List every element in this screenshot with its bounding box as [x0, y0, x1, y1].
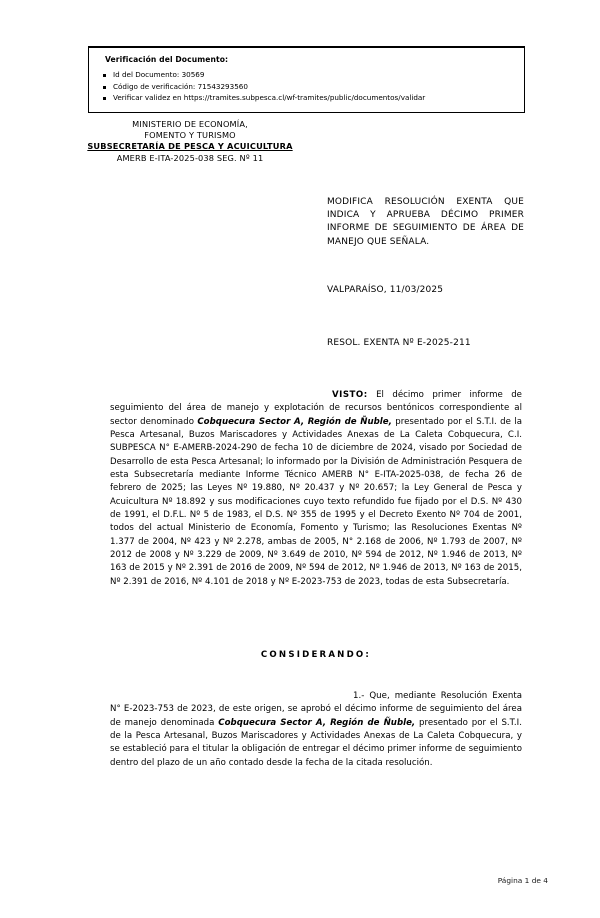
letterhead-subsecretaria: SUBSECRETARÍA DE PESCA Y ACUICULTURA	[87, 141, 293, 152]
visto-emphasis-sector: Cobquecura Sector A, Región de Ñuble,	[197, 416, 392, 427]
verification-list	[101, 70, 524, 104]
letterhead-ministry-2: FOMENTO Y TURISMO	[144, 130, 236, 141]
visto-text-2: presentado por el S.T.I. de la Pesca Artesanal, Buzos Mariscadores y Actividades Anexas de La Caleta Cobquecura, C.I. SUBPESCA N° E-AMERB-2024-290 de fecha 10 de diciembre de 2024, visado por Sociedad de Desarrollo de esta Pesca Artesanal; lo informado por la División de Administración Pesquera de esta Subsecretaría mediante Informe Técnico AMERB N° E-ITA-2025-038, de fecha 26 de febrero de 2025; las Leyes Nº 19.880, Nº 20.437 y Nº 20.657; la Ley General de Pesca y Acuicultura Nº 18.892 y sus modificaciones cuyo texto refundido fue fijado por el D.S. Nº 430 de 1991, el D.F.L. Nº 5 de 1983, el D.S. Nº 355 de 1995 y el Decreto Exento Nº 704 de 2001, todos del actual Ministerio de Economía, Fomento y Turismo; las Resoluciones Exentas Nº 1.377 de 2004, Nº 423 y Nº 2.278, ambas de 2005, N° 2.168 de 2006, Nº 1.793 de 2007, Nº 2012 de 2008 y Nº 3.229 de 2009, Nº 3.649 de 2010, Nº 594 de 2012, Nº 1.946 de 2013, Nº 163 de 2015 y Nº 2.391 de 2016 de 2009, Nº 594 de 2012, Nº 1.946 de 2013, Nº 163 de 2015, Nº 2.391 de 2016, Nº 4.101 de 2018 y Nº E-2023-753 de 2023, todas de esta Subsecretaría.	[110, 416, 522, 587]
subject-title: MODIFICA RESOLUCIÓN EXENTA QUE INDICA Y APRUEBA DÉCIMO PRIMER INFORME DE SEGUIMIENTO DE ÁREA DE MANEJO QUE SEÑALA.	[327, 197, 524, 247]
letterhead-ministry: MINISTERIO DE ECONOMÍA,	[132, 119, 248, 129]
city-date: VALPARAÍSO, 11/03/2025	[327, 285, 444, 295]
visto-lead-in: VISTO:	[332, 390, 368, 400]
verification-document-id: Id del Documento: 30569	[101, 70, 524, 81]
considerando-emphasis-sector: Cobquecura Sector A, Región de Ñuble,	[218, 717, 416, 728]
verification-title: Verificación del Documento:	[105, 55, 229, 64]
verification-code: Código de verificación: 71543293560	[101, 82, 524, 93]
verification-url: Verificar validez en https://tramites.subpesca.cl/wf-tramites/public/documentos/validar	[101, 93, 524, 104]
considerando-heading: CONSIDERANDO:	[260, 650, 372, 660]
visto-text-1: El décimo primer informe de seguimiento del área de manejo y explotación de recursos bentónicos correspondiente al sector denominado	[110, 390, 522, 427]
page-number: Página 1 de 4	[497, 876, 548, 885]
visto-paragraph	[110, 389, 522, 589]
considerando-text-1: 1.- Que, mediante Resolución Exenta N° E-2023-753 de 2023, de este origen, se aprobó el décimo informe de seguimiento del área de manejo denominada	[110, 691, 522, 728]
letterhead-file-code: AMERB E-ITA-2025-038 SEG. Nº 11	[116, 152, 264, 163]
letterhead	[40, 119, 340, 164]
considerando-item-1	[110, 690, 522, 770]
verification-box	[88, 46, 525, 113]
resolution-number: RESOL. EXENTA Nº E-2025-211	[327, 338, 471, 348]
considerando-text-2: presentado por el S.T.I. de la Pesca Artesanal, Buzos Mariscadores y Actividades Anexas de La Caleta Cobquecura, y se estableció para el titular la obligación de entregar el décimo primer informe de seguimiento dentro del plazo de un año contado desde la fecha de la citada resolución.	[110, 717, 522, 768]
